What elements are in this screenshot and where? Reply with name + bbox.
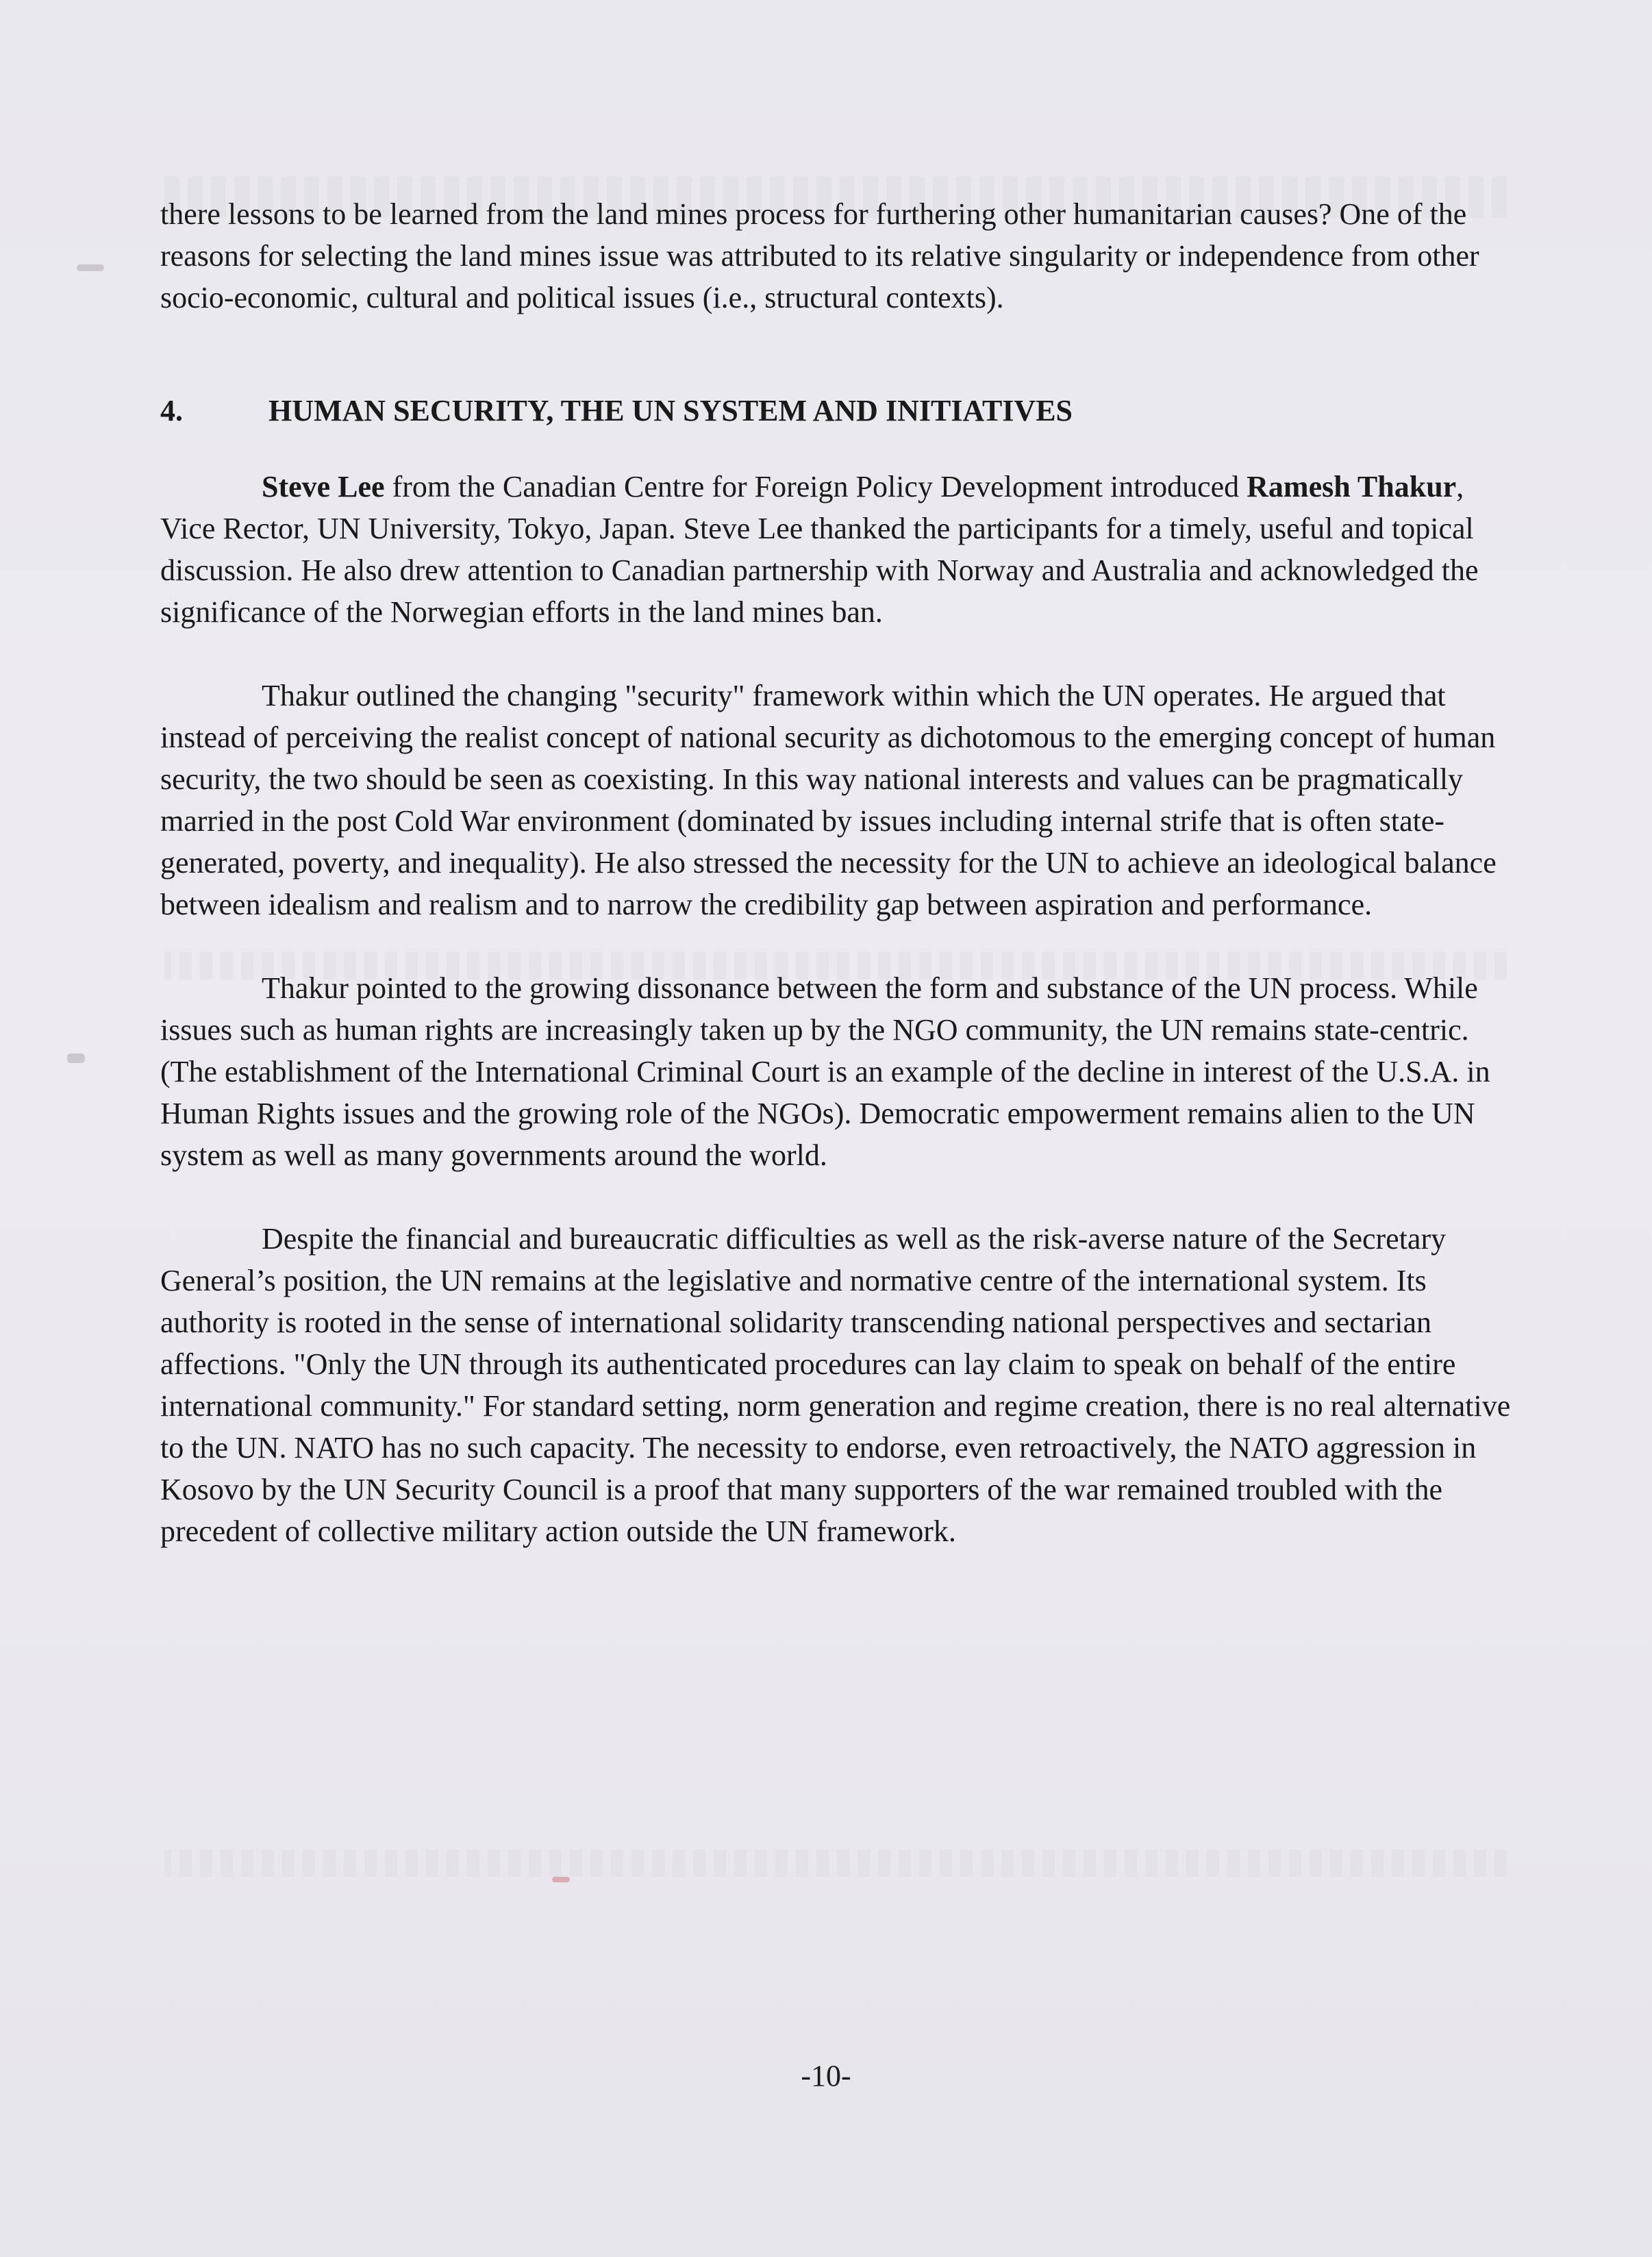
page-number: -10- (801, 2059, 851, 2093)
paragraph-intro: there lessons to be learned from the land mines process for furthering other humanitarian causes? One of the reasons for selecting the land mines issue was attributed to its relative singularity or independence from other socio-economic, cultural and political issues (i.e., structural contexts). (160, 197, 1479, 314)
speaker-name: Steve Lee (262, 470, 385, 503)
paragraph-thakur-dissonance: Thakur pointed to the growing dissonance between the form and substance of the UN process. While issues such as human rights are increasingly taken up by the NGO community, the UN remains state-centric. (The establishment of the International Criminal Court is an example of the decline in interest of the U.S.A. in Human Rights issues and the growing role of the NGOs). Democratic empowerment remains alien to the UN system as well as many governments around the world. (160, 971, 1490, 1172)
speaker-name: Ramesh Thakur (1247, 470, 1457, 503)
paragraph-lee (160, 466, 1511, 633)
paragraph-text: , Vice Rector, UN University, Tokyo, Japan. Steve Lee thanked the participants for a timely, useful and topical discussion. He also drew attention to Canadian partnership with Norway and Australia and acknowledged the significance of the Norwegian efforts in the land mines ban. (160, 470, 1479, 629)
show-through-line (164, 1849, 1507, 1877)
scan-mark (552, 1877, 570, 1882)
section-title: HUMAN SECURITY, THE UN SYSTEM AND INITIATIVES (268, 394, 1073, 427)
scan-mark (67, 1053, 85, 1063)
paragraph-text: from the Canadian Centre for Foreign Policy Development introduced (384, 470, 1247, 503)
paragraph-un-authority: Despite the financial and bureaucratic difficulties as well as the risk-averse nature of the Secretary General’s position, the UN remains at the legislative and normative centre of the international system. Its authority is rooted in the sense of international solidarity transcending national perspectives and sectarian affections. "Only the UN through its authenticated procedures can lay claim to speak on behalf of the entire international community." For standard setting, norm generation and regime creation, there is no real alternative to the UN. NATO has no such capacity. The necessity to endorse, even retroactively, the NATO aggression in Kosovo by the UN Security Council is a proof that many supporters of the war remained troubled with the precedent of collective military action outside the UN framework. (160, 1222, 1511, 1548)
scan-mark (77, 264, 104, 271)
section-number: 4. (160, 394, 183, 427)
document-body (160, 193, 1511, 1552)
section-heading (160, 390, 1511, 432)
paragraph-thakur-security: Thakur outlined the changing "security" framework within which the UN operates. He argued that instead of perceiving the realist concept of national security as dichotomous to the emerging concept of human security, the two should be seen as coexisting. In this way national interests and values can be pragmatically married in the post Cold War environment (dominated by issues including internal strife that is often state-generated, poverty, and inequality). He also stressed the necessity for the UN to achieve an ideological balance between idealism and realism and to narrow the credibility gap between aspiration and performance. (160, 679, 1497, 921)
